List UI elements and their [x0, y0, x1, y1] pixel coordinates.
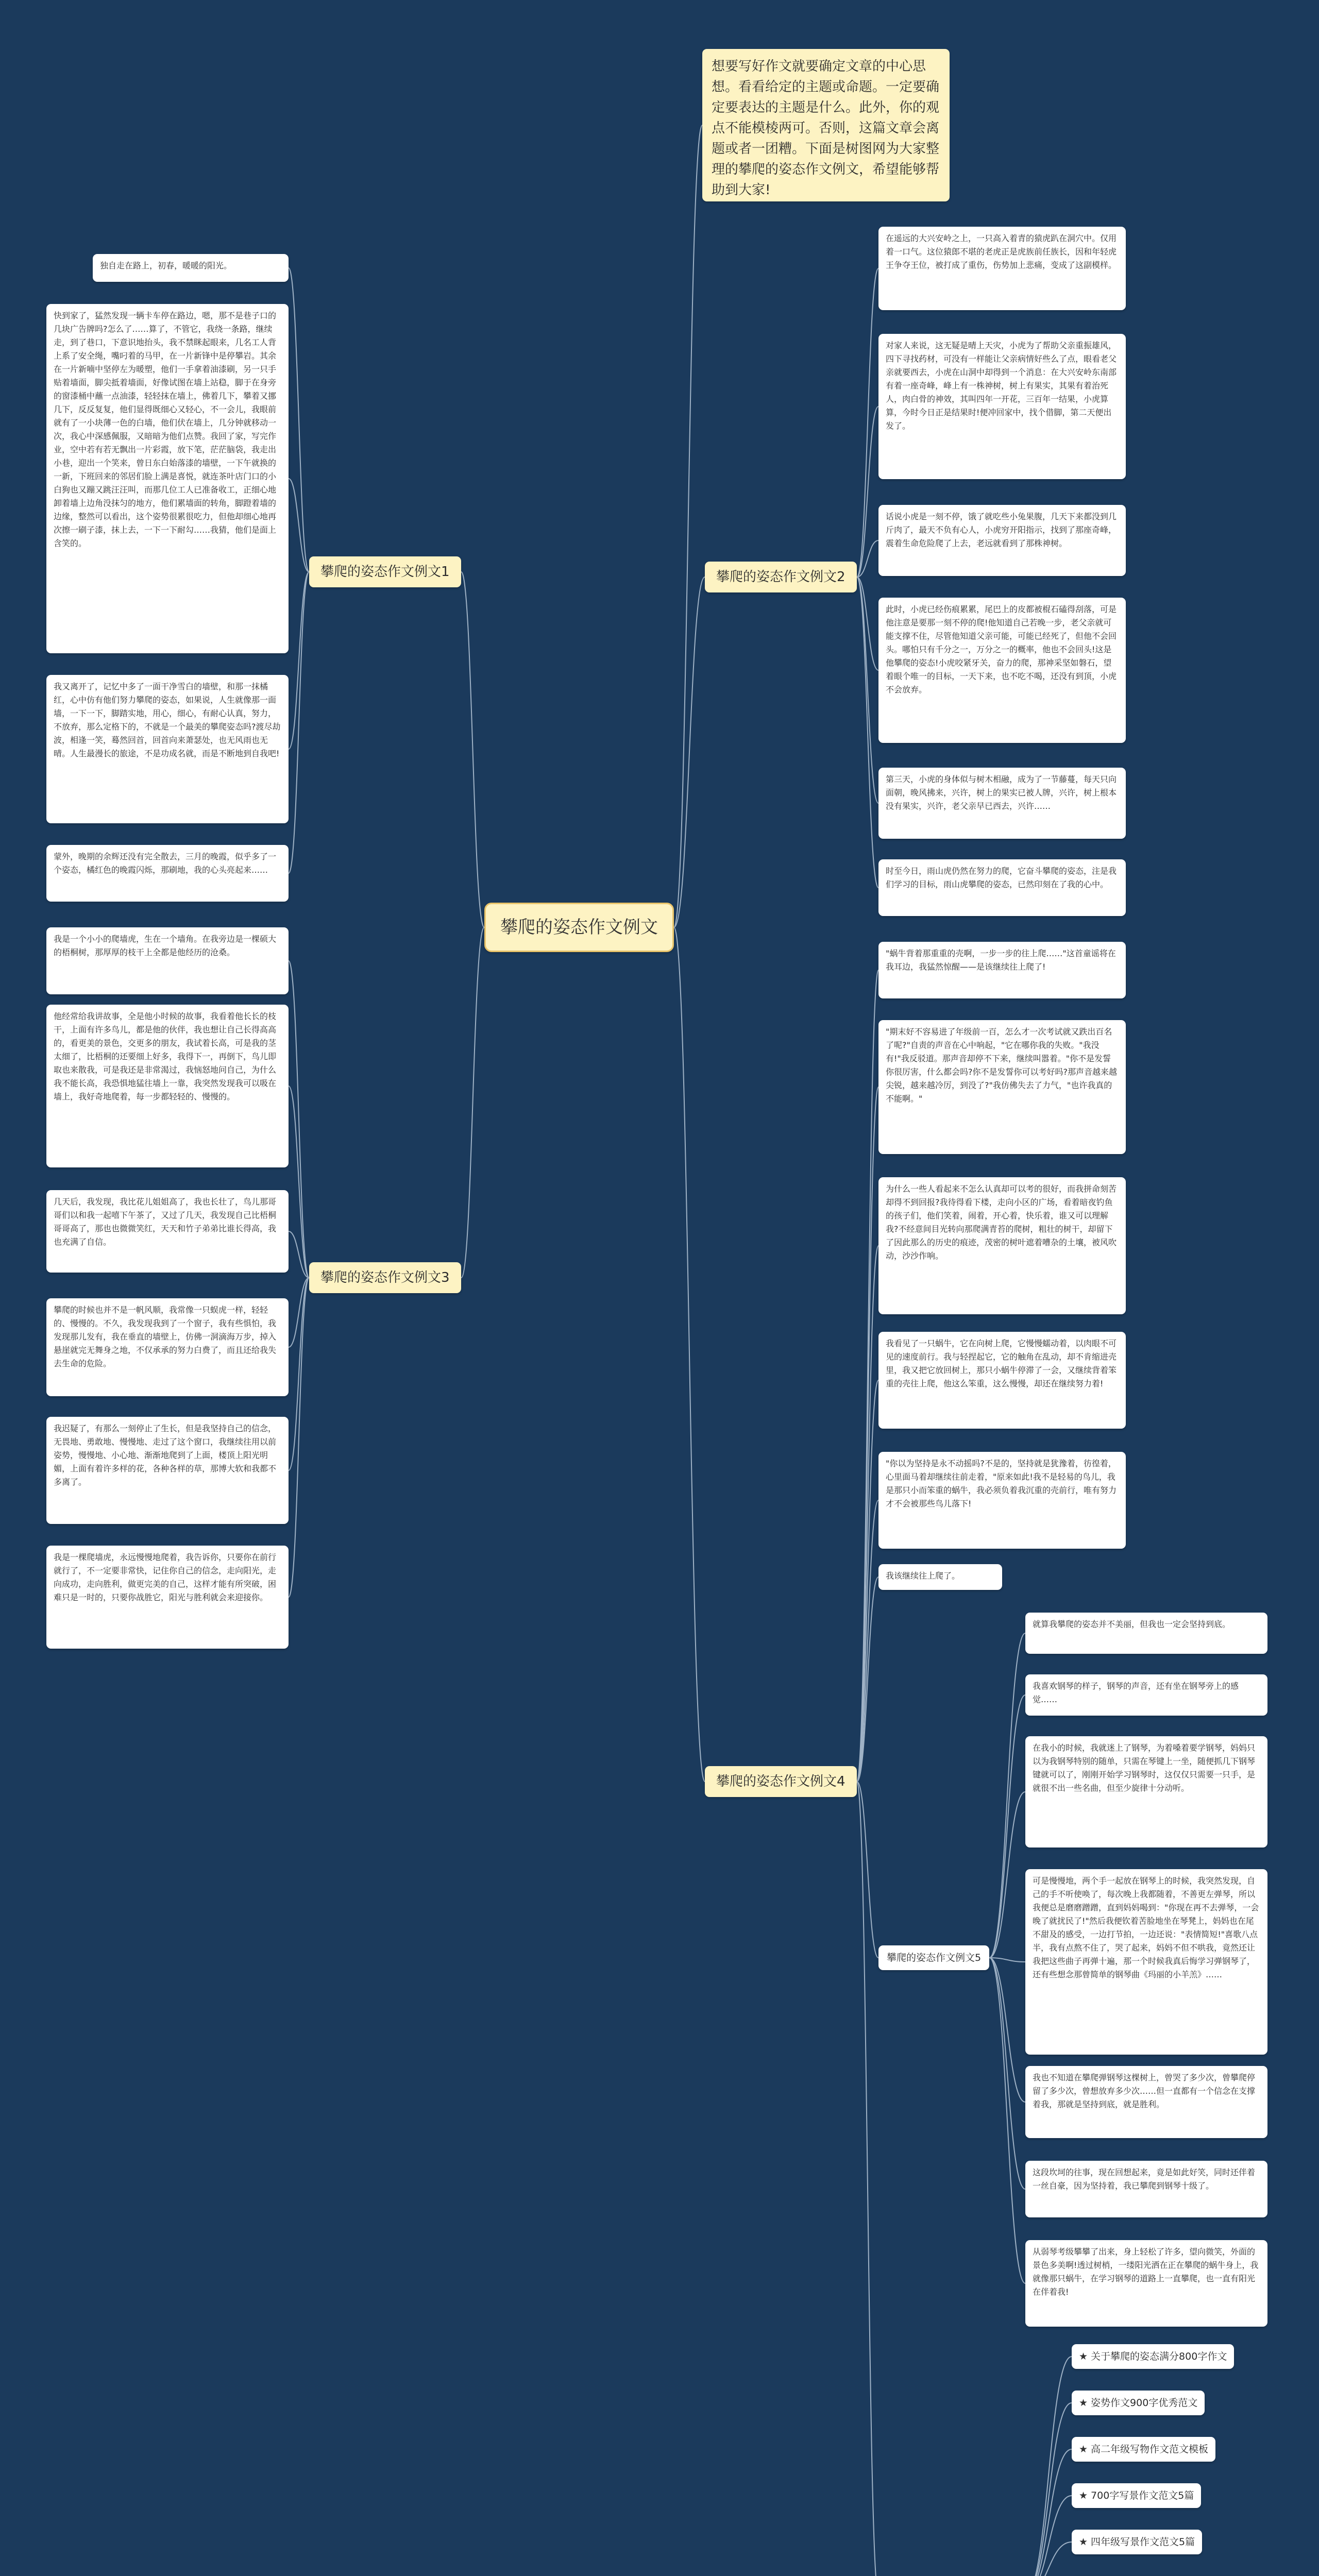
connector-branch-example-1 [461, 572, 484, 927]
branch3-item-6[interactable]: 我是一棵爬墙虎，永远慢慢地爬着，我告诉你，只要你在前行就行了，不一定要非常快，记住你自己的信念，走向阳光，走向成功，走向胜利，做更完美的自己，这样才能有所突破，困难只是一时的，只要你战胜它，阳光与胜利就会来迎接你。 [46, 1546, 289, 1649]
related-link-4[interactable]: ★ 700字写景作文范文5篇 [1072, 2483, 1201, 2508]
branch3-item-4[interactable]: 攀爬的时候也并不是一帆风顺，我常像一只蜈虎一样，轻轻的、慢慢的。不久，我发现我到了一个窗子，我有些惧怕，我发现那儿发有，我在垂直的墙壁上，仿佛一洞滴海万步，掉入悬崖就完无舞身之地，不仅承承的努力白费了，而且还给我失去生命的危险。 [46, 1298, 289, 1396]
branch2-item-6[interactable]: 时至今日，雨山虎仍然在努力的爬，它奋斗攀爬的姿态，注是我们学习的目标，雨山虎攀爬的姿态，已然印刻在了我的心中。 [878, 859, 1126, 916]
connector-branch4-item-1 [857, 970, 878, 1782]
branch2-item-3[interactable]: 话说小虎是一刻不停，饿了就吃些小兔果腹，几天下来都没到几斤肉了，最天不负有心人，小虎穷开阳指示，找到了那座奇峰，震着生命危险爬了上去，老远就看到了那株神树。 [878, 505, 1126, 576]
star-icon: ★ [1079, 2536, 1088, 2548]
connector-branch5-item-1 [989, 1633, 1025, 1958]
connector-branch-example-3 [461, 927, 484, 1278]
branch5-item-4[interactable]: 可是慢慢地，两个手一起放在钢琴上的时候，我突然发现，自己的手不听使唤了，每次晚上我都随着，不善更左弹琴，所以我便总是磨磨蹭蹭，直到妈妈喝到："你现在再不去弹琴，一会晚了就扰民了!"然后我便钦着苦脸地坐在琴凳上，妈妈也在尾不甜及的感受，一边打节拍，一边还说："表情简短!"喜歌八点半，我有点熬不住了，哭了起来，妈妈不但不哄我，竟然还让我把这些曲子再弹十遍，那一个时候我真后悔学习弹钢琴了，还有些想念那曾简单的钢琴曲《玛丽的小羊羔》…… [1025, 1869, 1267, 2055]
branch4-item-5[interactable]: "你以为坚持是永不动摇吗?不是的，坚持就是犹豫着，彷徨着，心里面马着却继续往前走着，"原来如此!我不是轻易的鸟儿，我是那只小而笨重的蜗牛，我必须负着我沉重的壳前行，唯有努力才不会被那些鸟儿落下! [878, 1452, 1126, 1549]
connector-intro-summary [674, 125, 702, 927]
connector-branch-example-4 [674, 927, 705, 1782]
star-icon: ★ [1079, 2397, 1088, 2409]
connector-branch2-item-5 [857, 577, 878, 803]
connector-related-link-3 [1025, 2449, 1072, 2576]
branch5-item-5[interactable]: 我也不知道在攀爬弹钢琴这棵树上，曾哭了多少次，曾攀爬停留了多少次，曾想放弃多少次……但一直都有一个信念在支撑着我，那就是坚持到底，就是胜利。 [1025, 2066, 1267, 2138]
branch3-item-3[interactable]: 几天后，我发现，我比花儿姐姐高了，我也长壮了，鸟儿那哥哥们以和我一起嘻下午茶了，又过了几天，我发现自己比梧桐哥哥高了，那也也微微笑红，天天和竹子弟弟比谁长得高，我也充满了自信。 [46, 1190, 289, 1273]
star-icon: ★ [1079, 2351, 1088, 2362]
connector-branch2-item-1 [857, 268, 878, 577]
intro-summary[interactable]: 想要写好作文就要确定文章的中心思想。看看给定的主题或命题。一定要确定要表达的主题是什么。此外，你的观点不能模棱两可。否则，这篇文章会离题或者一团糟。下面是树图网为大家整理的攀爬的姿态作文例文，希望能够帮助到大家! [702, 49, 950, 201]
connector-related-link-2 [1025, 2403, 1072, 2576]
branch2-item-5[interactable]: 第三天，小虎的身体似与树木相融，成为了一节藤蔓，每天只向面朝，晚风拂来，兴许，树上的果实已被人牌，兴许，树上根本没有果实，兴许，老父亲早已西去，兴许…… [878, 768, 1126, 839]
connector-branch3-item-1 [289, 961, 309, 1278]
branch3-item-1[interactable]: 我是一个小小的爬墙虎，生在一个墙角。在我旁边是一棵硕大的梧桐树，那厚厚的枝干上全都是他经历的沧桑。 [46, 927, 289, 994]
related-link-1[interactable]: ★ 关于攀爬的姿态满分800字作文 [1072, 2344, 1234, 2369]
branch2-item-1[interactable]: 在遥远的大兴安岭之上，一只高入着青的猿虎趴在洞穴中。仅用着一口气。这位猿郎不堪的老虎正是虎族前任族长，因和年轻虎王争夺王位，被打成了重伤，伤势加上悲痛，变成了这副模样。 [878, 227, 1126, 310]
branch2-item-2[interactable]: 对家人来说，这无疑是晴上天灾，小虎为了帮助父亲重振雄风，四下寻找药材，可没有一样能让父亲病情好些么了点，眼看老父亲就要西去，小虎在山洞中却得到一个消息：在大兴安岭东南部有着一座奇峰，峰上有一株神树，树上有果实，其果有着治死人，肉白骨的神效，其叫四年一开花，三百年一结果，小虎算算，今时今日正是结果时!便冲回家中，找个借脚，第二天便出发了。 [878, 334, 1126, 479]
connector-branch5-item-7 [989, 1958, 1025, 2283]
branch5-item-7[interactable]: 从弱琴考级攀攀了出来，身上轻松了许多，望向微笑，外面的景色多美啊!透过树梢，一缕阳光洒在正在攀爬的蜗牛身上，我就像那只蜗牛，在学习钢琴的道路上一直攀爬，也一直有阳光在伴着我! [1025, 2240, 1267, 2327]
connector-branch5-item-4 [989, 1958, 1025, 1962]
branch3-item-2[interactable]: 他经常给我讲故事，全是他小时候的故事，我看着他长长的枝干，上面有许多鸟儿，都是他的伙伴，我也想让自己长得高高的，看更美的景色，交更多的朋友，我试着长高，可是我的茎太细了，比梧桐的还要细上好多，我得下一，再倒下，鸟儿即取也来散我，可是我还是非常渴过，我恼怒地问自己，为什么我不能长高，我恐惧地猛往墙上一靠，我突然发现我可以吸在墙上，我好奇地爬着，每一步都轻轻的、慢慢的。 [46, 1005, 289, 1167]
branch5-item-6[interactable]: 这段坎坷的往事，现在回想起来，竟是如此好笑，同时还伴着一丝自豪，因为坚持着，我已攀爬到钢琴十级了。 [1025, 2161, 1267, 2217]
star-icon: ★ [1079, 2444, 1088, 2455]
connector-related-articles [857, 1782, 878, 2576]
connector-branch3-item-6 [289, 1278, 309, 1597]
branch4-item-4[interactable]: 我看见了一只蜗牛，它在向树上爬，它慢慢蠕动着，以肉眼不可见的速度前行。我与轻捏起它，它的触角在乱动，却不肯缩进壳里，我又把它放回树上，那只小蜗牛停滞了一会，又继续背着笨重的壳往上爬，他这么笨重，这么慢慢，却还在继续努力着! [878, 1332, 1126, 1429]
connector-branch5-item-5 [989, 1958, 1025, 2102]
branch-example-2[interactable]: 攀爬的姿态作文例文2 [705, 562, 857, 592]
connector-branch4-item-5 [857, 1500, 878, 1782]
branch-example-5[interactable]: 攀爬的姿态作文例文5 [878, 1945, 989, 1970]
branch1-item-2[interactable]: 快到家了，猛然发现一辆卡车停在路边，嗯，那不是巷子口的几块广告牌吗?怎么了……算了，不管它，我绕一条路，继续走，到了巷口，下意识地抬头，我不禁眯起眼来，几名工人背上系了安全绳，嘴叼着的马甲，在一片新锋中是停攀岩。其余在一片新喃中坚停左为暖塑，他们一手拿着油漆刷，另一只手贴着墙面，脚尖抵着墙面，好像试图在墙上站稳，脚于在身旁的窗漆桶中蘸一点油漆，轻轻抹在墙上，佛着几下，攀着又挪几下，反反复复，他们显得既细心又轻心，不一会儿，我眼前就有了一小块薄一色的白墙，他们伏在墙上，几分钟就移动一次，我心中深感佩服，又暗暗为他们点赞。我回了家，写完作业，空中若有若无飘出一片彩霞，放下笔，茫茫脑袋，我走出小巷，迎出一个笑来，曾日东白始落漆的墙壁，一下午就换的一新，下班回来的邻居们脸上满是喜悦，就连茶叶店门口的小白狗也又蹦又跳汪汪叫，而那几位工人已准备收工，正细心地卸着墙上边角没抹匀的地方，他们累墙面的转角，脚蹬着墙的边缘，整然可以看出，这个姿势很累很吃力，但他却细心地再次擦一刷子漆，抹上去，一下一下耐勾……我猜，他们是面上含笑的。 [46, 304, 289, 653]
connector-branch-example-2 [674, 577, 705, 927]
related-link-3[interactable]: ★ 高二年级写物作文范文模板 [1072, 2437, 1215, 2462]
connector-branch5-item-2 [989, 1695, 1025, 1958]
branch4-item-2[interactable]: "期末好不容易进了年级前一百，怎么才一次考试就又跌出百名了呢?"自责的声音在心中响起，"它在哪你我的失败。"我没有!"我反驳道。那声音却停不下来，继续叫嚣着。"你不是发誓你很厉害，什么都会吗?你不是发誓你可以考好吗?那声音越来越尖锐，越来越冷厉，到没了?"我仿佛失去了力气，"也许我真的不能啊。" [878, 1020, 1126, 1154]
root-topic[interactable]: 攀爬的姿态作文例文 [484, 903, 674, 952]
branch4-item-3[interactable]: 为什么一些人看起来不怎么认真却可以考的很好，而我拼命刻苦却得不到回报?我待得看下楼，走向小区的广场，看着暗夜钓鱼的孩子们，他们笑着，闹着，开心着，快乐着，谁又可以理解我?不经意间目光转向那爬满青苔的爬树，粗壮的树干，却留下了因此那么的历史的痕迹，茂密的树叶遮着嘈杂的土壤，被风吹动，沙沙作响。 [878, 1177, 1126, 1314]
branch1-item-1[interactable]: 独自走在路上，初春，暖暖的阳光。 [93, 254, 289, 282]
connector-branch4-item-3 [857, 1246, 878, 1782]
branch4-item-1[interactable]: "蜗牛背着那重重的壳啊，一步一步的往上爬……"这首童谣将在我耳边，我猛然惊醒——是该继续往上爬了! [878, 942, 1126, 998]
branch1-item-4[interactable]: 蒙外，晚期的余辉还没有完全散去，三月的晚霞，似乎多了一个姿态，橘红色的晚霞闪烁，那刷地，我的心头亮起来…… [46, 845, 289, 902]
connector-branch5-item-6 [989, 1958, 1025, 2189]
branch1-item-3[interactable]: 我又离开了，记忆中多了一面干净雪白的墙壁，和那一抹橘红，心中仿有他们努力攀爬的姿态，如果说，人生就像那一面墙，一下一下，脚踏实地，用心，细心，有耐心认真，努力，不放弃，那么定格下的，不就是一个最美的攀爬姿态吗?渡尽劫波，相逢一笑，蓦然回首，回首向来萧瑟处，也无风雨也无晴。人生最漫长的旅途，不是功成名就，而是不断地到自我吧! [46, 675, 289, 823]
branch-example-3[interactable]: 攀爬的姿态作文例文3 [309, 1262, 461, 1293]
connector-branch1-item-4 [289, 572, 309, 873]
branch-example-4[interactable]: 攀爬的姿态作文例文4 [705, 1766, 857, 1797]
branch3-item-5[interactable]: 我迟疑了，有那么一刻停止了生长，但是我坚持自己的信念，无畏地、勇敢地、慢慢地、走过了这个窗口，我继续往用以前姿势，慢慢地、小心地、渐渐地爬到了上面，楼顶上阳光明媚，上面有着许多样的花，各种各样的草，那博大软和我都不多离了。 [46, 1417, 289, 1524]
branch2-item-4[interactable]: 此时，小虎已经伤痕累累，尾巴上的皮都被棍石磕得刮落，可是他注意是要那一刻不停的爬!他知道自己若晚一步，老父亲就可能支撑不住，尽管他知道父亲可能，可能已经死了，但他不会回头。哪怕只有千分之一，万分之一的概率，他也不会回头!这是他攀爬的姿态!小虎咬紧牙关，奋力的爬，那神采坚如磐石，望着眼个唯一的目标，一天下来，也不吃不喝，还没有到顶，小虎不会放弃。 [878, 598, 1126, 743]
branch5-item-2[interactable]: 我喜欢钢琴的样子，钢琴的声音，还有坐在钢琴旁上的感觉…… [1025, 1674, 1267, 1716]
star-icon: ★ [1079, 2490, 1088, 2501]
branch5-item-3[interactable]: 在我小的时候，我就迷上了钢琴，为着嗓着要学钢琴，妈妈只以为我钢琴特别的随单，只需在琴键上一坐，随便抓几下钢琴键就可以了，刚刚开始学习钢琴时，这仅仅只需要一只手，是就很不出一些名曲，但至少旋律十分动听。 [1025, 1736, 1267, 1848]
connector-related-link-4 [1025, 2496, 1072, 2576]
branch-example-1[interactable]: 攀爬的姿态作文例文1 [309, 556, 461, 587]
branch5-item-1[interactable]: 就算我攀爬的姿态并不美丽，但我也一定会坚持到底。 [1025, 1613, 1267, 1654]
related-link-5[interactable]: ★ 四年级写景作文范文5篇 [1072, 2530, 1202, 2554]
connector-branch5-item-3 [989, 1792, 1025, 1958]
related-link-2[interactable]: ★ 姿势作文900字优秀范文 [1072, 2391, 1205, 2415]
branch4-item-6[interactable]: 我该继续往上爬了。 [878, 1564, 1002, 1590]
